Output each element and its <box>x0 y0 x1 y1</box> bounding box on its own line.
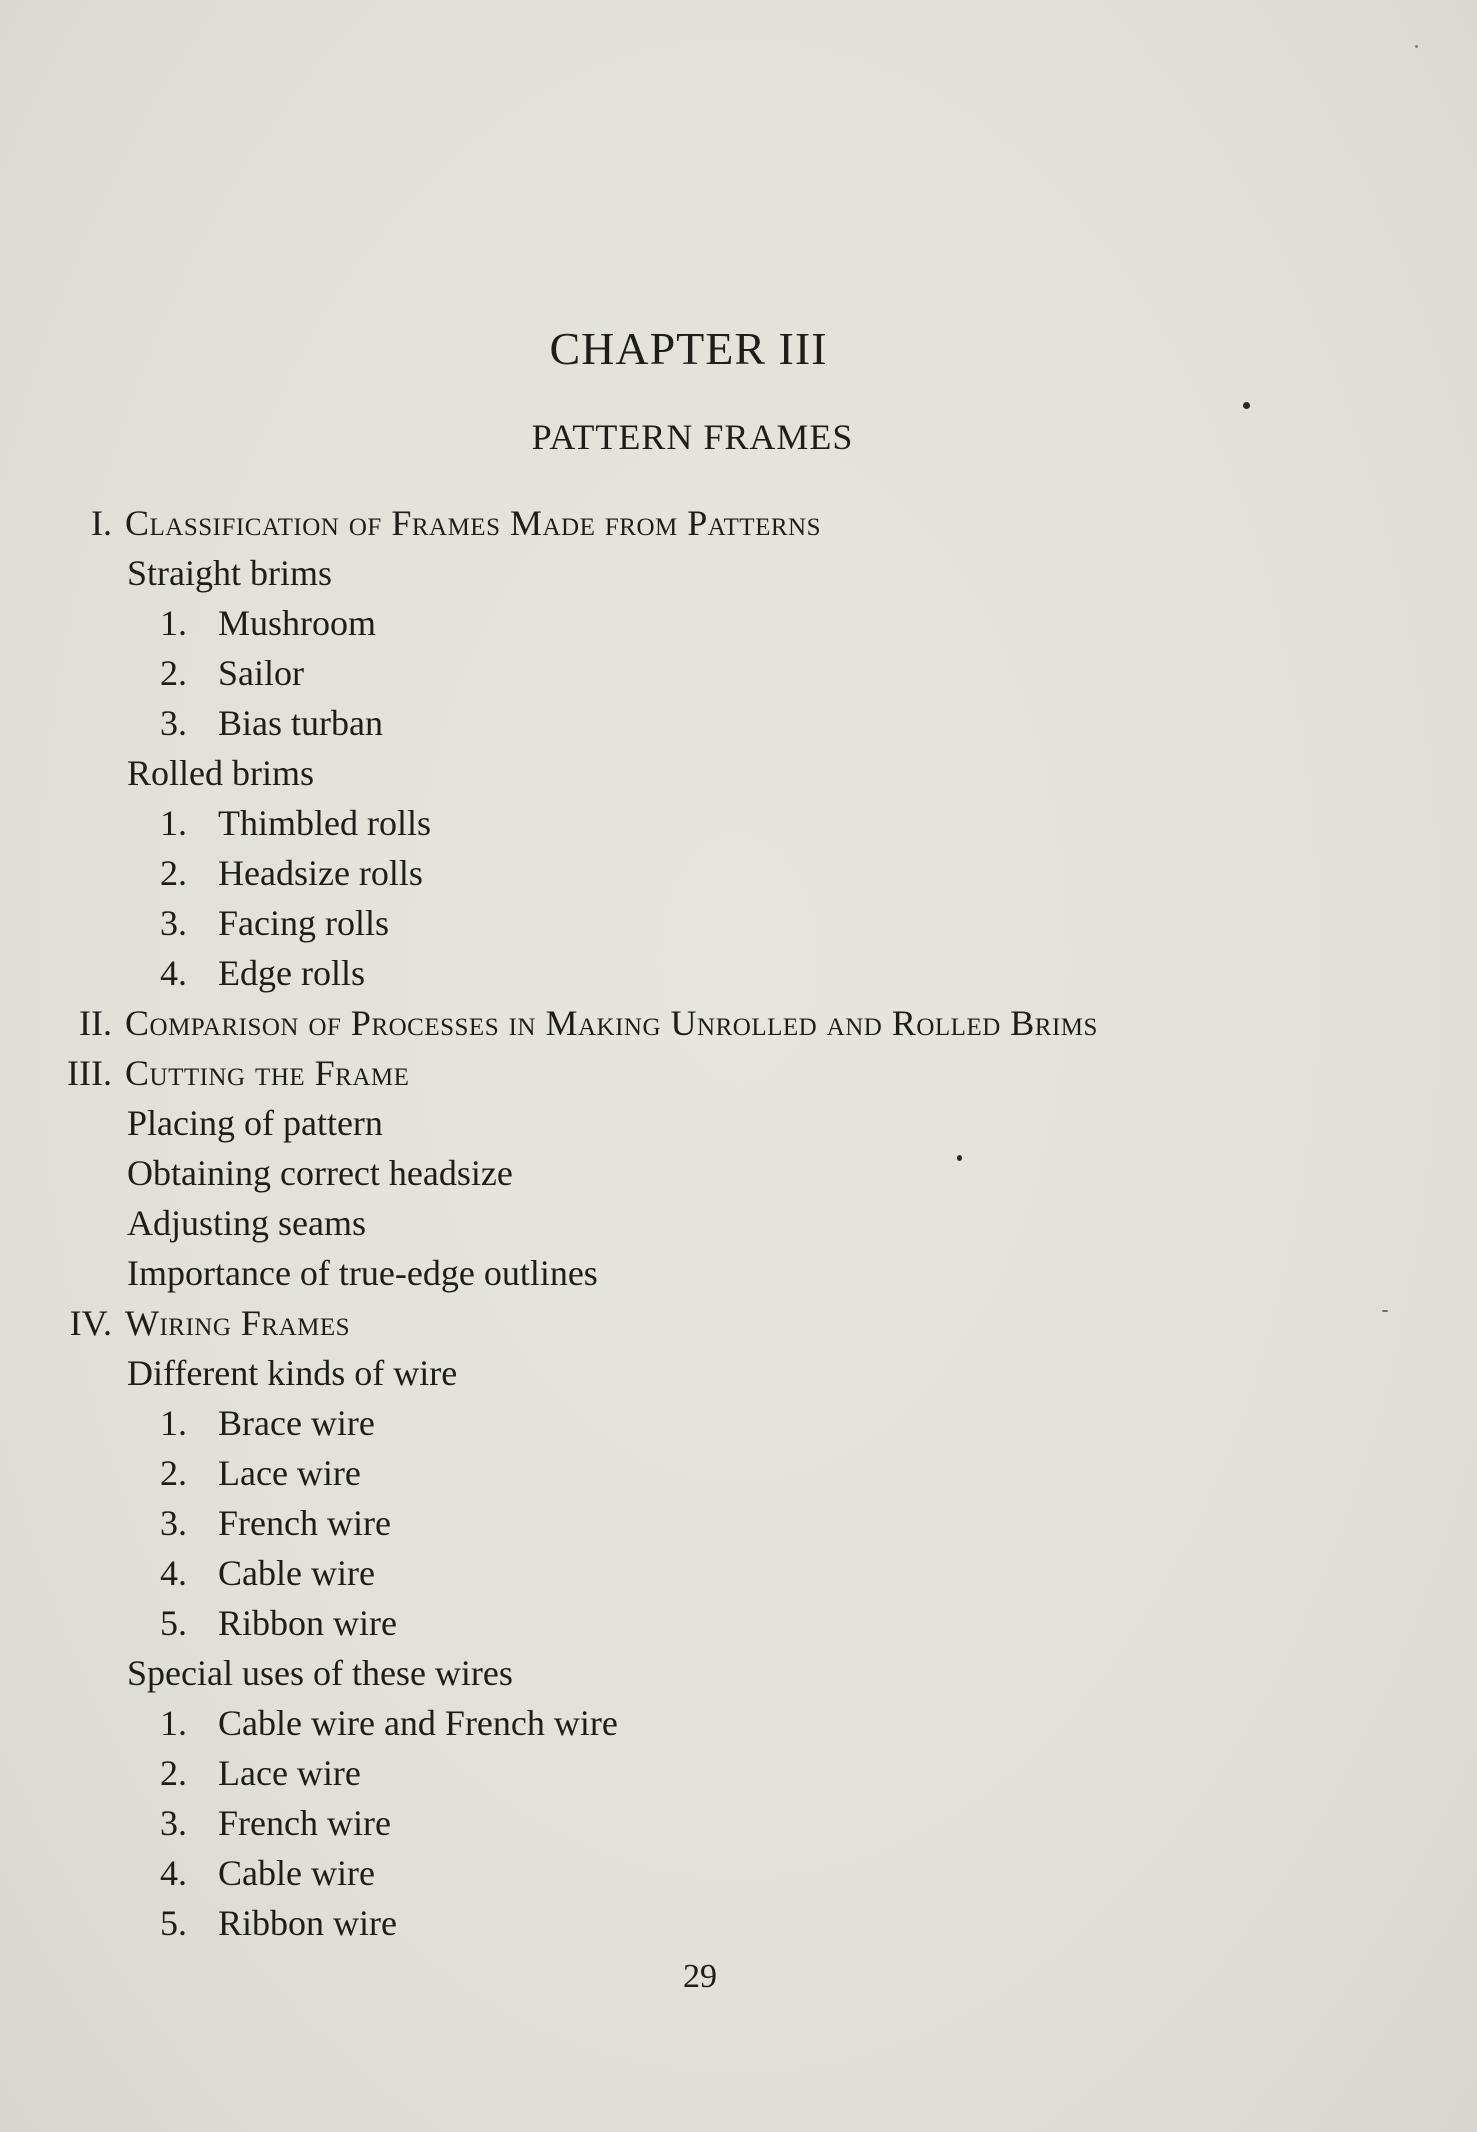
subheading-text: Different kinds of wire <box>127 1353 458 1393</box>
paper-speck <box>957 1155 962 1161</box>
heading-numeral: I. <box>91 503 112 543</box>
item-number: 1. <box>160 803 187 843</box>
item-text: French wire <box>218 1503 391 1543</box>
item-text: Thimbled rolls <box>218 803 431 843</box>
item-text: French wire <box>218 1803 391 1843</box>
paper-speck <box>1415 45 1418 48</box>
item-text: Lace wire <box>218 1753 361 1793</box>
outline-heading <box>0 1298 1477 1348</box>
item-text: Sailor <box>218 653 304 693</box>
heading-text: Cutting the Frame <box>125 1053 410 1093</box>
item-text: Lace wire <box>218 1453 361 1493</box>
outline-item <box>0 798 1477 848</box>
outline-item <box>0 1698 1477 1748</box>
item-number: 3. <box>160 903 187 943</box>
item-text: Facing rolls <box>218 903 389 943</box>
page-number: 29 <box>683 1958 717 1995</box>
outline-subheading <box>0 1348 1477 1398</box>
outline-item <box>0 698 1477 748</box>
item-number: 4. <box>160 953 187 993</box>
outline-item <box>0 898 1477 948</box>
item-number: 2. <box>160 1753 187 1793</box>
item-number: 4. <box>160 1553 187 1593</box>
outline-subheading <box>0 1648 1477 1698</box>
subheading-text: Obtaining correct headsize <box>127 1153 513 1193</box>
outline-item <box>0 948 1477 998</box>
item-number: 1. <box>160 603 187 643</box>
item-text: Brace wire <box>218 1403 375 1443</box>
outline-heading <box>0 1048 1477 1098</box>
chapter-outline <box>0 498 1477 1948</box>
subheading-text: Straight brims <box>127 553 332 593</box>
item-number: 3. <box>160 1503 187 1543</box>
heading-text: Comparison of Processes in Making Unrolled and Rolled Brims <box>125 1003 1098 1043</box>
subheading-text: Placing of pattern <box>127 1103 383 1143</box>
item-text: Ribbon wire <box>218 1603 397 1643</box>
outline-item <box>0 1798 1477 1848</box>
heading-numeral: II. <box>79 1003 112 1043</box>
item-number: 2. <box>160 853 187 893</box>
subheading-text: Importance of true-edge outlines <box>127 1253 598 1293</box>
item-number: 3. <box>160 703 187 743</box>
item-number: 1. <box>160 1403 187 1443</box>
item-number: 5. <box>160 1903 187 1943</box>
outline-heading <box>0 998 1477 1048</box>
outline-item <box>0 1398 1477 1448</box>
outline-subheading <box>0 1248 1477 1298</box>
outline-subheading <box>0 1148 1477 1198</box>
item-number: 5. <box>160 1603 187 1643</box>
item-number: 2. <box>160 1453 187 1493</box>
subheading-text: Adjusting seams <box>127 1203 366 1243</box>
paper-speck <box>1243 402 1250 409</box>
heading-text: Wiring Frames <box>125 1303 351 1343</box>
chapter-title: PATTERN FRAMES <box>531 417 854 457</box>
item-text: Edge rolls <box>218 953 365 993</box>
heading-numeral: IV. <box>69 1303 112 1343</box>
item-number: 4. <box>160 1853 187 1893</box>
heading-numeral: III. <box>67 1053 112 1093</box>
outline-item <box>0 648 1477 698</box>
chapter-label: CHAPTER III <box>549 323 828 374</box>
outline-item <box>0 848 1477 898</box>
heading-text: Classification of Frames Made from Patterns <box>125 503 821 543</box>
item-number: 1. <box>160 1703 187 1743</box>
item-text: Bias turban <box>218 703 383 743</box>
outline-item <box>0 1448 1477 1498</box>
item-text: Headsize rolls <box>218 853 423 893</box>
subheading-text: Rolled brims <box>127 753 314 793</box>
item-text: Cable wire <box>218 1853 375 1893</box>
item-number: 3. <box>160 1803 187 1843</box>
outline-item <box>0 598 1477 648</box>
outline-subheading <box>0 548 1477 598</box>
outline-item <box>0 1498 1477 1548</box>
paper-speck <box>1382 1310 1388 1312</box>
item-text: Cable wire <box>218 1553 375 1593</box>
outline-item <box>0 1898 1477 1948</box>
outline-heading <box>0 498 1477 548</box>
outline-item <box>0 1748 1477 1798</box>
outline-subheading <box>0 1098 1477 1148</box>
outline-item <box>0 1548 1477 1598</box>
outline-subheading <box>0 748 1477 798</box>
item-text: Cable wire and French wire <box>218 1703 618 1743</box>
item-number: 2. <box>160 653 187 693</box>
item-text: Mushroom <box>218 603 377 643</box>
item-text: Ribbon wire <box>218 1903 397 1943</box>
outline-item <box>0 1848 1477 1898</box>
subheading-text: Special uses of these wires <box>127 1653 513 1693</box>
outline-subheading <box>0 1198 1477 1248</box>
outline-item <box>0 1598 1477 1648</box>
